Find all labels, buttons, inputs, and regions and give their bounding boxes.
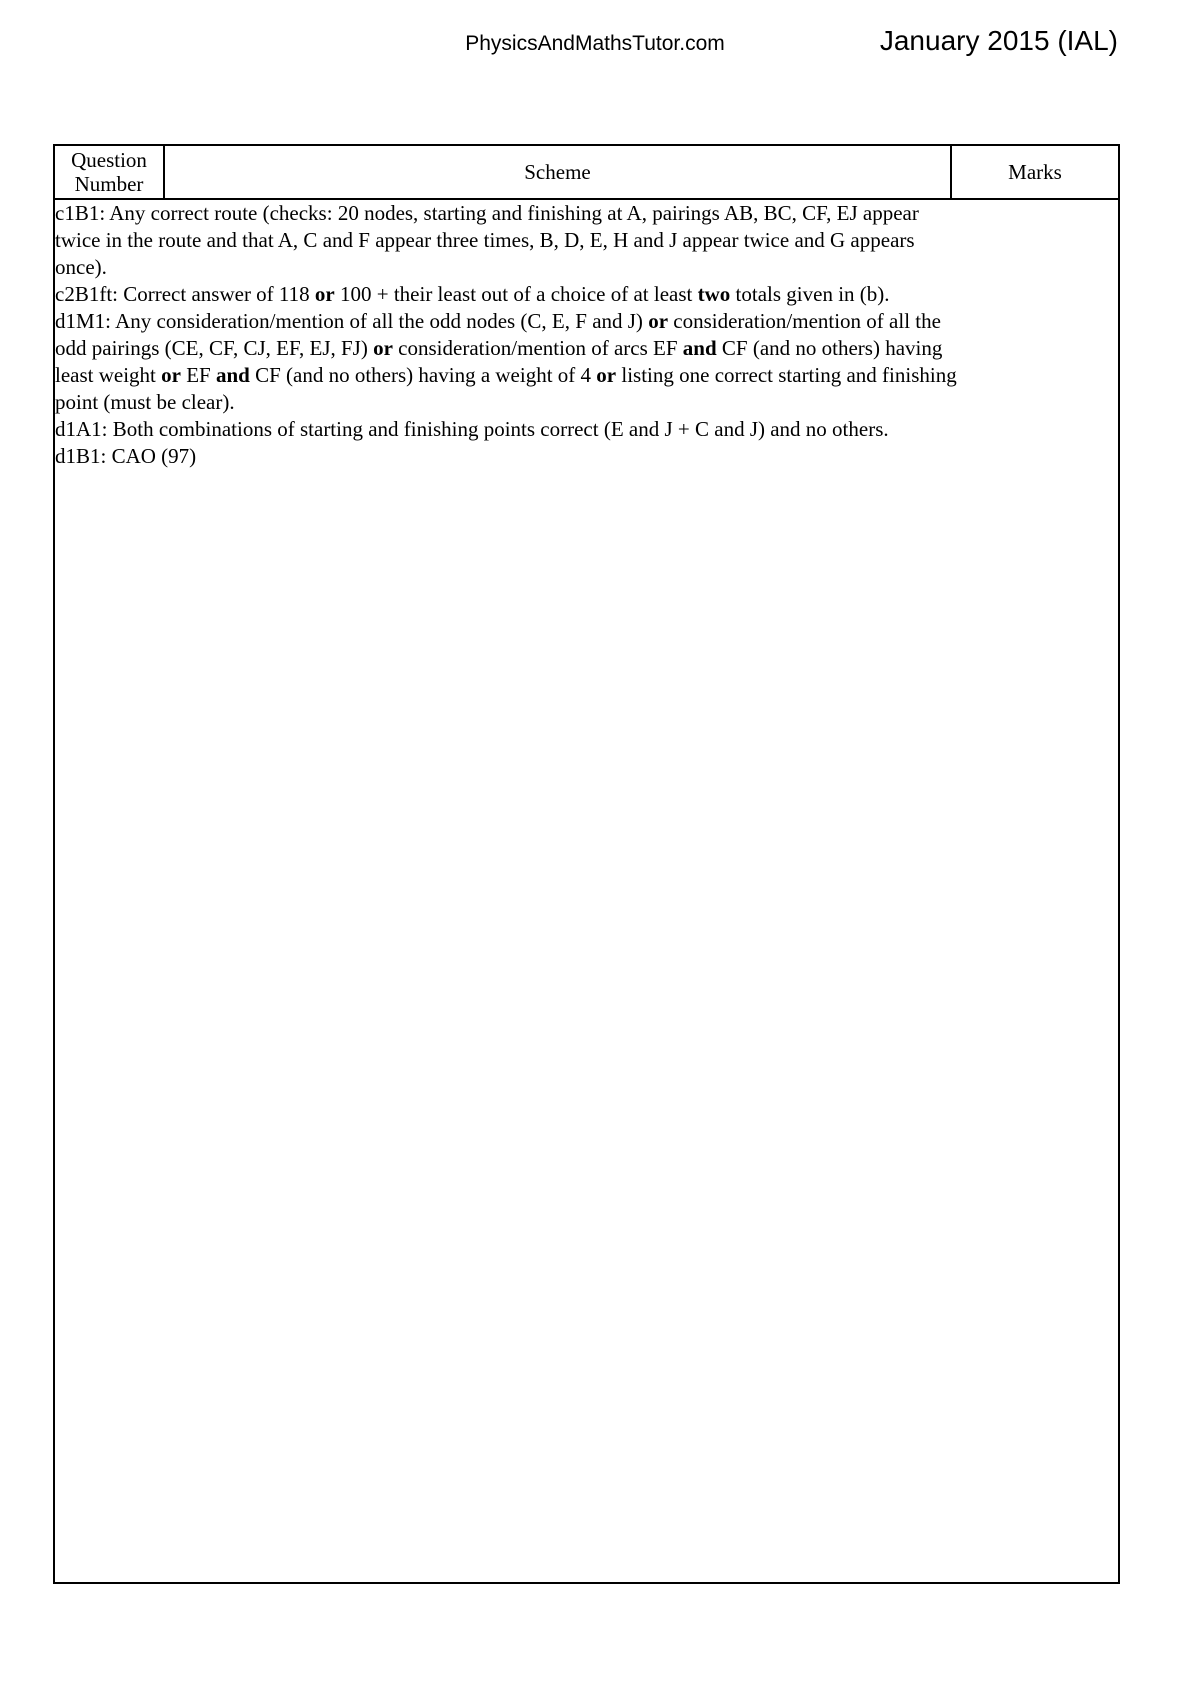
scheme-body-row [54,199,1119,1583]
scheme-text [54,199,1119,1583]
scheme-line [55,200,1118,227]
column-header-marks: Marks [951,145,1119,199]
scheme-line [55,416,1118,443]
scheme-run: consideration/mention of arcs EF [392,336,683,360]
scheme-run: CF (and no others) having [716,336,943,360]
scheme-run: listing one correct starting and finishing [616,363,957,387]
scheme-run: consideration/mention of all the [668,309,941,333]
site-header: PhysicsAndMathsTutor.com [465,32,725,55]
scheme-run-bold: or [648,309,669,333]
scheme-line [55,362,1118,389]
scheme-run-bold: and [215,363,250,387]
scheme-run: c2B1ft: Correct answer of 118 [55,282,315,306]
scheme-run-bold: two [697,282,731,306]
scheme-run: odd pairings (CE, CF, CJ, EF, EJ, FJ) [55,336,374,360]
scheme-run: c1B1: Any correct route (checks: 20 nodes, starting and finishing at A, pairings AB, BC, CF, EJ appear [55,201,919,225]
scheme-run: EF [180,363,216,387]
scheme-run: CF (and no others) having a weight of 4 [249,363,597,387]
table-header-row [54,145,1119,199]
date-header: January 2015 (IAL) [879,25,1118,56]
scheme-run: once). [55,255,107,279]
scheme-line [55,254,1118,281]
scheme-run-bold: or [314,282,335,306]
scheme-run-bold: and [682,336,717,360]
scheme-line [55,335,1118,362]
scheme-line [55,389,1118,416]
scheme-run: 100 + their least out of a choice of at least [334,282,698,306]
column-header-scheme: Scheme [164,145,951,199]
scheme-line [55,227,1118,254]
scheme-run-bold: or [161,363,181,387]
scheme-run-bold: or [373,336,393,360]
scheme-line [55,281,1118,308]
column-header-question-number: Question Number [54,145,164,199]
scheme-run: totals given in (b). [730,282,890,306]
mark-scheme-table [53,144,1120,1584]
scheme-run: point (must be clear). [55,390,235,414]
scheme-run-bold: or [596,363,617,387]
scheme-run: twice in the route and that A, C and F appear three times, B, D, E, H and J appear twice and G appears [55,228,915,252]
scheme-run: least weight [55,363,162,387]
scheme-run: d1B1: CAO (97) [55,444,197,468]
scheme-run: d1M1: Any consideration/mention of all the odd nodes (C, E, F and J) [55,309,649,333]
scheme-run: d1A1: Both combinations of starting and finishing points correct (E and J + C and J) and no others. [55,417,889,441]
scheme-line [55,308,1118,335]
scheme-line [55,443,1118,470]
